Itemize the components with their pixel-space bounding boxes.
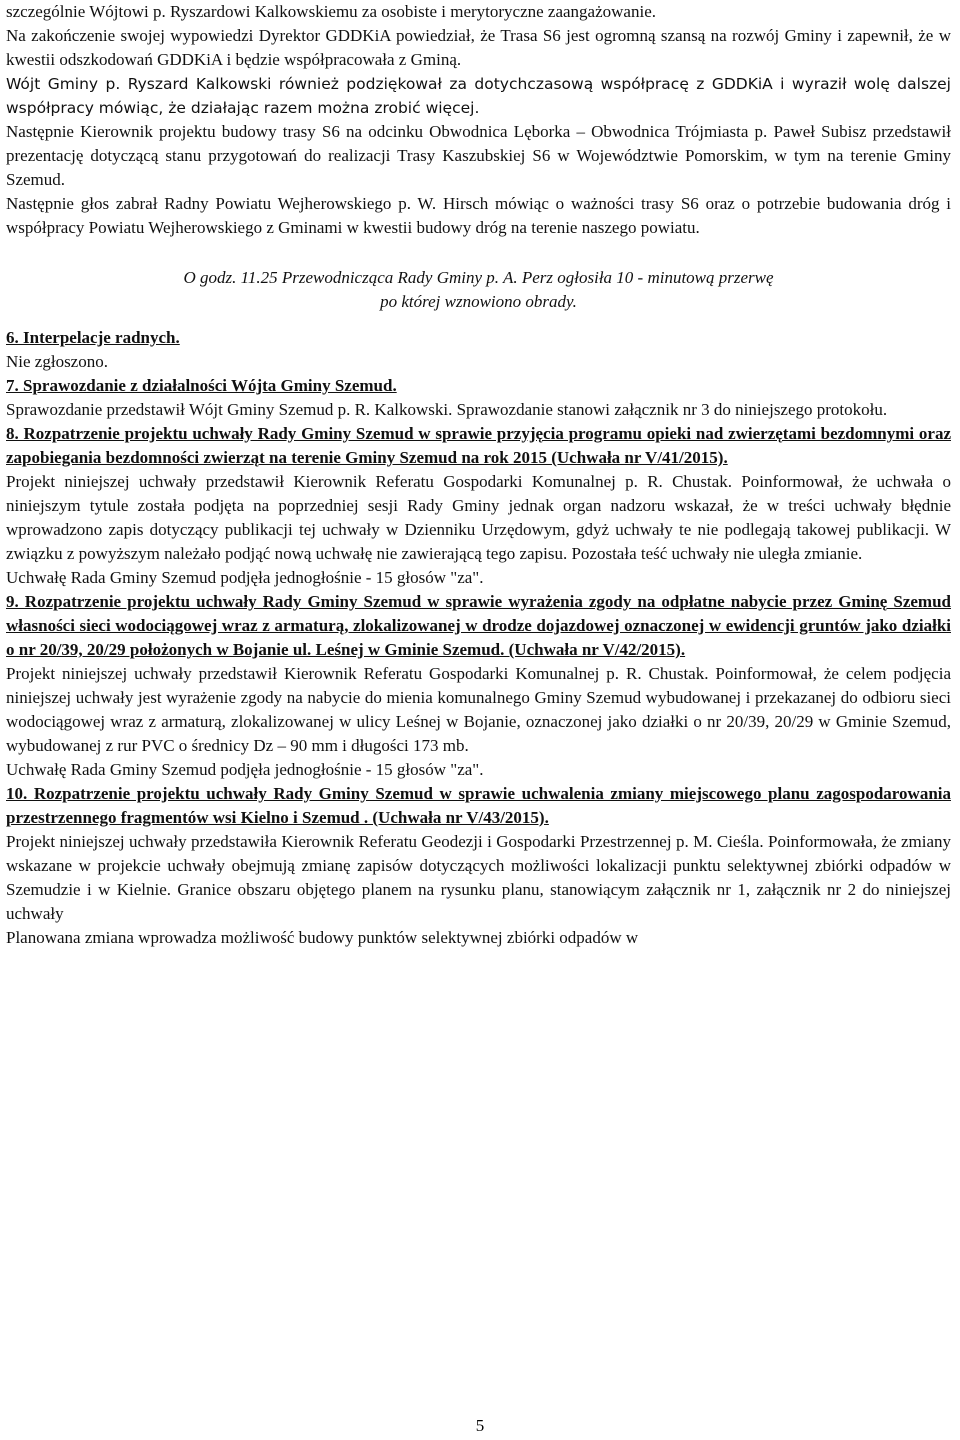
- paragraph-s6-presentation: Następnie Kierownik projektu budowy trasy S6 na odcinku Obwodnica Lęborka – Obwodnica Trójmiasta p. Paweł Subisz przedstawił prezentację dotyczącą stanu przygotowań do realizacji Trasy Kaszubskiej S6 w Województwie Pomorskim, w tym na terenie Gminy Szemud.: [6, 122, 951, 189]
- paragraph-item-6: Nie zgłoszono.: [6, 352, 108, 371]
- paragraph-item-7: Sprawozdanie przedstawił Wójt Gminy Szemud p. R. Kalkowski. Sprawozdanie stanowi załącznik nr 3 do niniejszego protokołu.: [6, 400, 888, 419]
- heading-item-7: 7. Sprawozdanie z działalności Wójta Gminy Szemud.: [6, 376, 397, 395]
- paragraph-item-10-continued: Planowana zmiana wprowadza możliwość budowy punktów selektywnej zbiórki odpadów w: [6, 928, 639, 947]
- paragraph-gddkia-director: Na zakończenie swojej wypowiedzi Dyrektor GDDKiA powiedział, że Trasa S6 jest ogromną szansą na rozwój Gminy i zapewnił, że w kwestii odszkodowań GDDKiA i będzie współpracowała z Gminą.: [6, 26, 951, 69]
- paragraph-item-9-body: Projekt niniejszej uchwały przedstawił Kierownik Referatu Gospodarki Komunalnej p. R. Chustak. Poinformował, że celem podjęcia niniejszej uchwały jest wyrażenie zgody na nabycie do mienia komunalnego Gminy Szemud wybudowanej i przekazanej do odbioru sieci wodociągowej wraz z armaturą, zlokalizowanej w ulicy Leśnej w Bojanie, oznaczonej jako działki o nr 20/39, 20/29 w Gminie Szemud, wybudowanej z rur PVC o średnicy Dz – 90 mm i długości 173 mb.: [6, 664, 951, 755]
- page-number: 5: [475, 1416, 485, 1435]
- paragraph-item-8-body: Projekt niniejszej uchwały przedstawił Kierownik Referatu Gospodarki Komunalnej p. R. Chustak. Poinformował, że uchwała o niniejszym tytule została podjęta na poprzedniej sesji Rady Gminy jednak organ nadzoru wskazał, że w treści uchwały błędnie wprowadzono zapis dotyczący publikacji tej uchwały w Dzienniku Urzędowym, gdyż uchwały te nie podlegają takowej publikacji. W związku z powyższym należało podjąć nową uchwałę nie zawierającą tego zapisu. Pozostała teść uchwały nie uległa zmianie.: [6, 472, 951, 563]
- heading-item-9: 9. Rozpatrzenie projektu uchwały Rady Gminy Szemud w sprawie wyrażenia zgody na odpłatne nabycie przez Gminę Szemud własności sieci wodociągowej wraz z armaturą, zlokalizowanej w drodze dojazdowej oznaczonej w ewidencji gruntów jako działki o nr 20/39, 20/29 położonych w Bojanie ul. Leśnej w Gminie Szemud. (Uchwała nr V/42/2015).: [6, 592, 951, 659]
- break-announcement-line-1: O godz. 11.25 Przewodnicząca Rady Gminy p. A. Perz ogłosiła 10 - minutową przerwę: [183, 268, 774, 287]
- paragraph-mayor-thanks: Wójt Gminy p. Ryszard Kalkowski również podziękował za dotychczasową współpracę z GDDKiA i wyraził wolę dalszej współpracy mówiąc, że działając razem można zrobić więcej.: [6, 75, 951, 117]
- paragraph-councillor-hirsch: Następnie głos zabrał Radny Powiatu Wejherowskiego p. W. Hirsch mówiąc o ważności trasy S6 oraz o potrzebie budowania dróg i współpracy Powiatu Wejherowskiego z Gminami w kwestii budowy dróg na terenie naszego powiatu.: [6, 194, 951, 237]
- paragraph-item-8-vote: Uchwałę Rada Gminy Szemud podjęła jednogłośnie - 15 głosów "za".: [6, 568, 484, 587]
- heading-item-8: 8. Rozpatrzenie projektu uchwały Rady Gminy Szemud w sprawie przyjęcia programu opieki nad zwierzętami bezdomnymi oraz zapobiegania bezdomności zwierząt na terenie Gminy Szemud na rok 2015 (Uchwała nr V/41/2015).: [6, 424, 951, 467]
- break-announcement-line-2: po której wznowiono obrady.: [380, 292, 577, 311]
- paragraph-item-10-body: Projekt niniejszej uchwały przedstawiła Kierownik Referatu Geodezji i Gospodarki Przestrzennej p. M. Cieśla. Poinformowała, że zmiany wskazane w projekcie uchwały obejmują zmianę zapisów dotyczących możliwości lokalizacji punktu selektywnej zbiórki odpadów w Szemudzie i w Kielnie. Granice obszaru objętego planem na rysunku planu, stanowiącym załącznik nr 1, załącznik nr 2 do niniejszej uchwały: [6, 832, 951, 923]
- heading-item-10: 10. Rozpatrzenie projektu uchwały Rady Gminy Szemud w sprawie uchwalenia zmiany miejscowego planu zagospodarowania przestrzennego fragmentów wsi Kielno i Szemud . (Uchwała nr V/43/2015).: [6, 784, 951, 827]
- paragraph-thanks: szczególnie Wójtowi p. Ryszardowi Kalkowskiemu za osobiste i merytoryczne zaangażowanie.: [6, 2, 656, 21]
- heading-item-6: 6. Interpelacje radnych.: [6, 328, 180, 347]
- paragraph-item-9-vote: Uchwałę Rada Gminy Szemud podjęła jednogłośnie - 15 głosów "za".: [6, 760, 484, 779]
